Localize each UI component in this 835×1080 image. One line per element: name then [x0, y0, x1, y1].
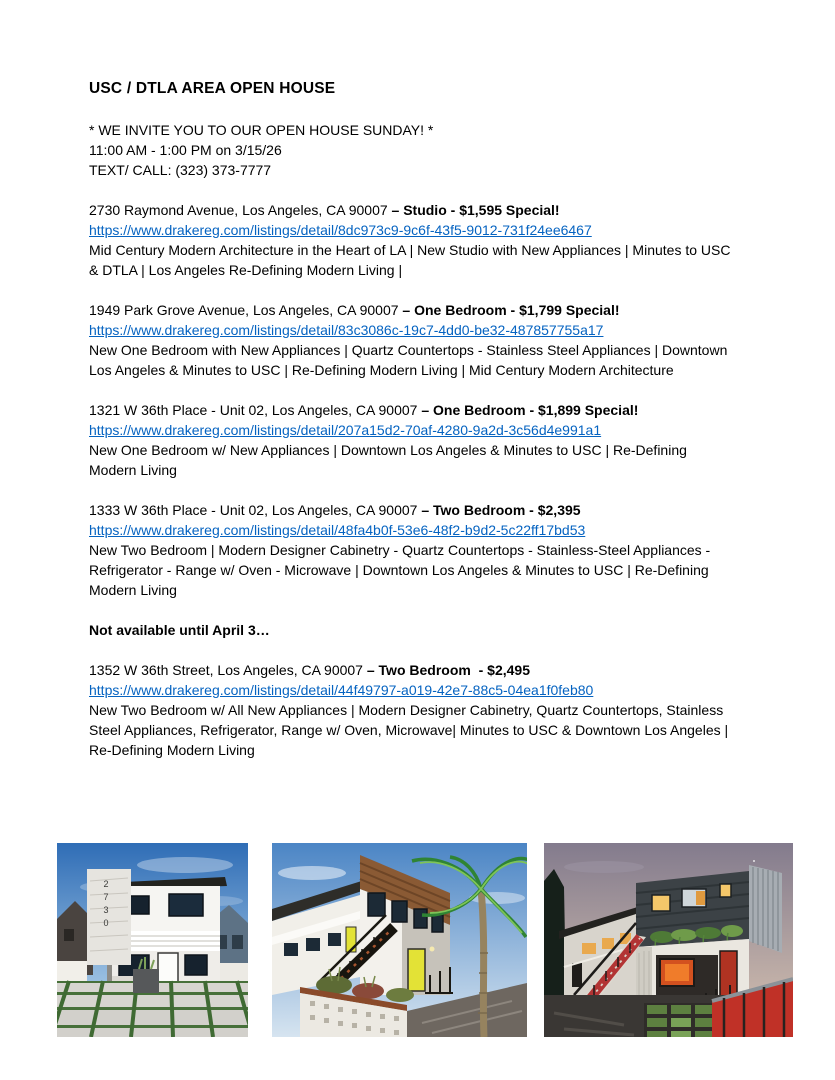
listing-deal: – One Bedroom - $1,799 Special! [402, 302, 620, 318]
listing-address: 1333 W 36th Place - Unit 02, Los Angeles, CA 90007 [89, 502, 422, 518]
listing-deal: – Two Bedroom - $2,495 [366, 662, 530, 678]
listing-heading [89, 500, 734, 520]
availability-notice: Not available until April 3… [89, 622, 270, 638]
listing-link[interactable]: https://www.drakereg.com/listings/detail/48fa4b0f-53e6-48f2-b9d2-5c22ff17bd53 [89, 522, 586, 538]
listing-1321-w36th [89, 400, 734, 480]
listing-link-line [89, 420, 734, 440]
invite-line: * WE INVITE YOU TO OUR OPEN HOUSE SUNDAY! * [89, 122, 434, 138]
listing-1352-w36th [89, 660, 734, 760]
listing-description: New One Bedroom with New Appliances | Quartz Countertops - Stainless Steel Appliances | Downtown Los Angeles & Minutes to USC | Re-Defining Modern Living | Mid Century Modern Architecture [89, 342, 728, 378]
photo-row [57, 843, 793, 1037]
listing-address: 1352 W 36th Street, Los Angeles, CA 90007 [89, 662, 367, 678]
listing-heading [89, 200, 734, 220]
listing-link-line [89, 520, 734, 540]
house-number: 2730 [101, 879, 111, 931]
listing-description: New One Bedroom w/ New Appliances | Downtown Los Angeles & Minutes to USC | Re-Defining Modern Living [89, 442, 687, 478]
listing-link[interactable]: https://www.drakereg.com/listings/detail/207a15d2-70af-4280-9a2d-3c56d4e991a1 [89, 422, 602, 438]
listing-link-line [89, 680, 734, 700]
invite-block [89, 120, 734, 180]
contact-phone: TEXT/ CALL: (323) 373-7777 [89, 162, 272, 178]
listing-link[interactable]: https://www.drakereg.com/listings/detail/44f49797-a019-42e7-88c5-04ea1f0feb80 [89, 682, 594, 698]
listing-description: New Two Bedroom w/ All New Appliances | Modern Designer Cabinetry, Quartz Countertops, Stainless Steel Appliances, Refrigerator, Range w/ Oven, Microwave| Minutes to USC & Downtown Los Angeles | Re-Defining Modern Living [89, 702, 729, 758]
listing-address: 1949 Park Grove Avenue, Los Angeles, CA 90007 [89, 302, 403, 318]
listing-link[interactable]: https://www.drakereg.com/listings/detail/8dc973c9-9c6f-43f5-9012-731f24ee6467 [89, 222, 592, 238]
listing-description: Mid Century Modern Architecture in the Heart of LA | New Studio with New Appliances | Minutes to USC & DTLA | Los Angeles Re-Defining Modern Living | [89, 242, 731, 278]
photo-yellow-door-building [272, 843, 527, 1037]
listing-1333-w36th [89, 500, 734, 600]
listing-description: New Two Bedroom | Modern Designer Cabinetry - Quartz Countertops - Stainless-Steel Appliances - Refrigerator - Range w/ Oven - Microwave | Downtown Los Angeles & Minutes to USC | Re-Defining Modern Living [89, 542, 711, 598]
open-house-time: 11:00 AM - 1:00 PM on 3/15/26 [89, 142, 282, 158]
listing-raymond [89, 200, 734, 280]
listing-address: 2730 Raymond Avenue, Los Angeles, CA 90007 [89, 202, 392, 218]
listing-address: 1321 W 36th Place - Unit 02, Los Angeles, CA 90007 [89, 402, 422, 418]
listing-heading [89, 660, 734, 680]
listing-deal: – One Bedroom - $1,899 Special! [421, 402, 639, 418]
photo-raymond-house [57, 843, 248, 1037]
corrugated-panel [749, 865, 782, 953]
listing-link-line [89, 220, 734, 240]
listing-link[interactable]: https://www.drakereg.com/listings/detail/83c3086c-19c7-4dd0-be32-487857755a17 [89, 322, 604, 338]
listing-link-line [89, 320, 734, 340]
document-body [89, 79, 734, 760]
listing-heading [89, 300, 734, 320]
photo-dusk-building [544, 843, 793, 1037]
listing-deal: – Two Bedroom - $2,395 [421, 502, 581, 518]
listing-park-grove [89, 300, 734, 380]
listing-heading [89, 400, 734, 420]
page-title: USC / DTLA AREA OPEN HOUSE [89, 80, 336, 97]
listing-deal: – Studio - $1,595 Special! [391, 202, 560, 218]
